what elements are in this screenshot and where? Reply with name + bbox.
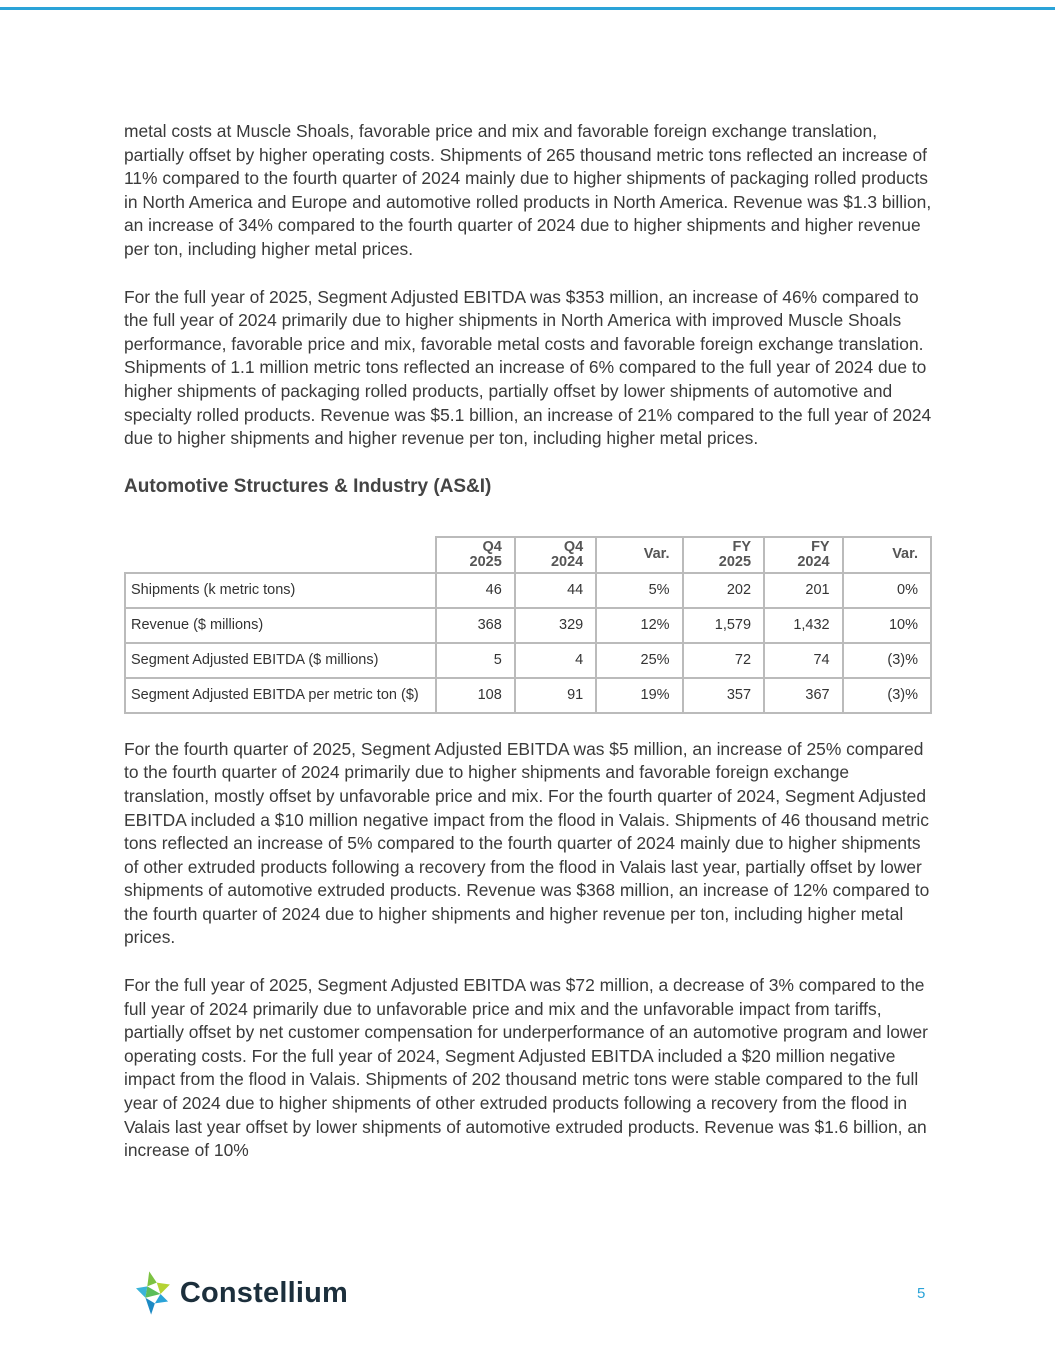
table-cell: (3)% [843,643,931,678]
table-cell: 108 [436,678,514,713]
paragraph-asi-q4: For the fourth quarter of 2025, Segment Adjusted EBITDA was $5 million, an increase of 25% compared to the fourth quarter of 2024 primarily due to higher shipments and favorable foreign exchange translation, mostly offset by unfavorable price and mix. For the fourth quarter of 2024, Segment Adjusted EBITDA included a $10 million negative impact from the flood in Valais. Shipments of 46 thousand metric tons reflected an increase of 5% compared to the fourth quarter of 2024 mainly due to higher shipments of other extruded products following a recovery from the flood in Valais last year, partially offset by lower shipments of automotive extruded products. Revenue was $368 million, an increase of 12% compared to the fourth quarter of 2024 due to higher shipments and higher revenue per ton, including higher metal prices. [124,738,930,948]
table-cell: 329 [515,608,596,643]
table-cell: 74 [764,643,843,678]
table-header-blank [125,537,436,573]
table-cell: (3)% [843,678,931,713]
table-row [125,608,931,643]
table-cell: 5% [596,573,682,608]
paragraph-rolled-full-year: For the full year of 2025, Segment Adjusted EBITDA was $353 million, an increase of 46% compared to the full year of 2024 primarily due to higher shipments in North America with improved Muscle Shoals performance, favorable price and mix, favorable metal costs and favorable foreign exchange translation. Shipments of 1.1 million metric tons reflected an increase of 6% compared to the full year of 2024 due to higher shipments of packaging rolled products, partially offset by lower shipments of automotive and specialty rolled products. Revenue was $5.1 billion, an increase of 21% compared to the full year of 2024 due to higher shipments and higher revenue per ton, including higher metal prices. [124,286,932,449]
constellium-star-icon [136,1270,172,1316]
section-heading-asi: Automotive Structures & Industry (AS&I) [124,475,492,497]
table-cell: 44 [515,573,596,608]
table-cell: 46 [436,573,514,608]
table-cell: 5 [436,643,514,678]
table-header-cell: FY 2025 [683,537,765,573]
table-cell: 202 [683,573,765,608]
asi-results-table [124,536,932,714]
logo-wordmark: Constellium [179,1276,348,1309]
table-header-row [125,537,931,573]
top-accent-rule [0,7,1055,10]
table-cell: 368 [436,608,514,643]
paragraph-asi-full-year: For the full year of 2025, Segment Adjusted EBITDA was $72 million, a decrease of 3% compared to the full year of 2024 primarily due to unfavorable price and mix and the unfavorable impact from tariffs, partially offset by net customer compensation for underperformance of an automotive program and lower operating costs. For the full year of 2024, Segment Adjusted EBITDA included a $20 million negative impact from the flood in Valais. Shipments of 202 thousand metric tons were stable compared to the full year of 2024 due to higher shipments of other extruded products following a recovery from the flood in Valais last year offset by lower shipments of automotive extruded products. Revenue was $1.6 billion, an increase of 10% [124,975,928,1161]
table-cell: 4 [515,643,596,678]
table-cell: 91 [515,678,596,713]
table-cell: 72 [683,643,765,678]
table-row [125,678,931,713]
table-cell: 12% [596,608,682,643]
table-cell: 10% [843,608,931,643]
constellium-logo [128,1262,348,1324]
table-header-cell: Var. [596,537,682,573]
paragraph-rolled-q4-continued: metal costs at Muscle Shoals, favorable price and mix and favorable foreign exchange translation, partially offset by higher operating costs. Shipments of 265 thousand metric tons reflected an increase of 11% compared to the fourth quarter of 2024 mainly due to higher shipments of packaging rolled products in North America and Europe and automotive rolled products in North America. Revenue was $1.3 billion, an increase of 34% compared to the fourth quarter of 2024 due to higher shipments and higher revenue per ton, including higher metal prices. [124,121,932,259]
table-row [125,573,931,608]
page-number: 5 [917,1285,926,1302]
table-cell: 357 [683,678,765,713]
table-header-cell: Var. [843,537,931,573]
table-cell: 201 [764,573,843,608]
row-label: Segment Adjusted EBITDA ($ millions) [125,643,436,678]
table-cell: 19% [596,678,682,713]
table-row [125,643,931,678]
table-cell: 0% [843,573,931,608]
row-label: Shipments (k metric tons) [125,573,436,608]
table-cell: 367 [764,678,843,713]
page-content [124,120,934,1163]
row-label: Revenue ($ millions) [125,608,436,643]
table-header-cell: FY 2024 [764,537,843,573]
table-cell: 1,579 [683,608,765,643]
table-header-cell: Q4 2025 [436,537,514,573]
table-cell: 25% [596,643,682,678]
table-cell: 1,432 [764,608,843,643]
table-header-cell: Q4 2024 [515,537,596,573]
row-label: Segment Adjusted EBITDA per metric ton ($) [125,678,436,713]
